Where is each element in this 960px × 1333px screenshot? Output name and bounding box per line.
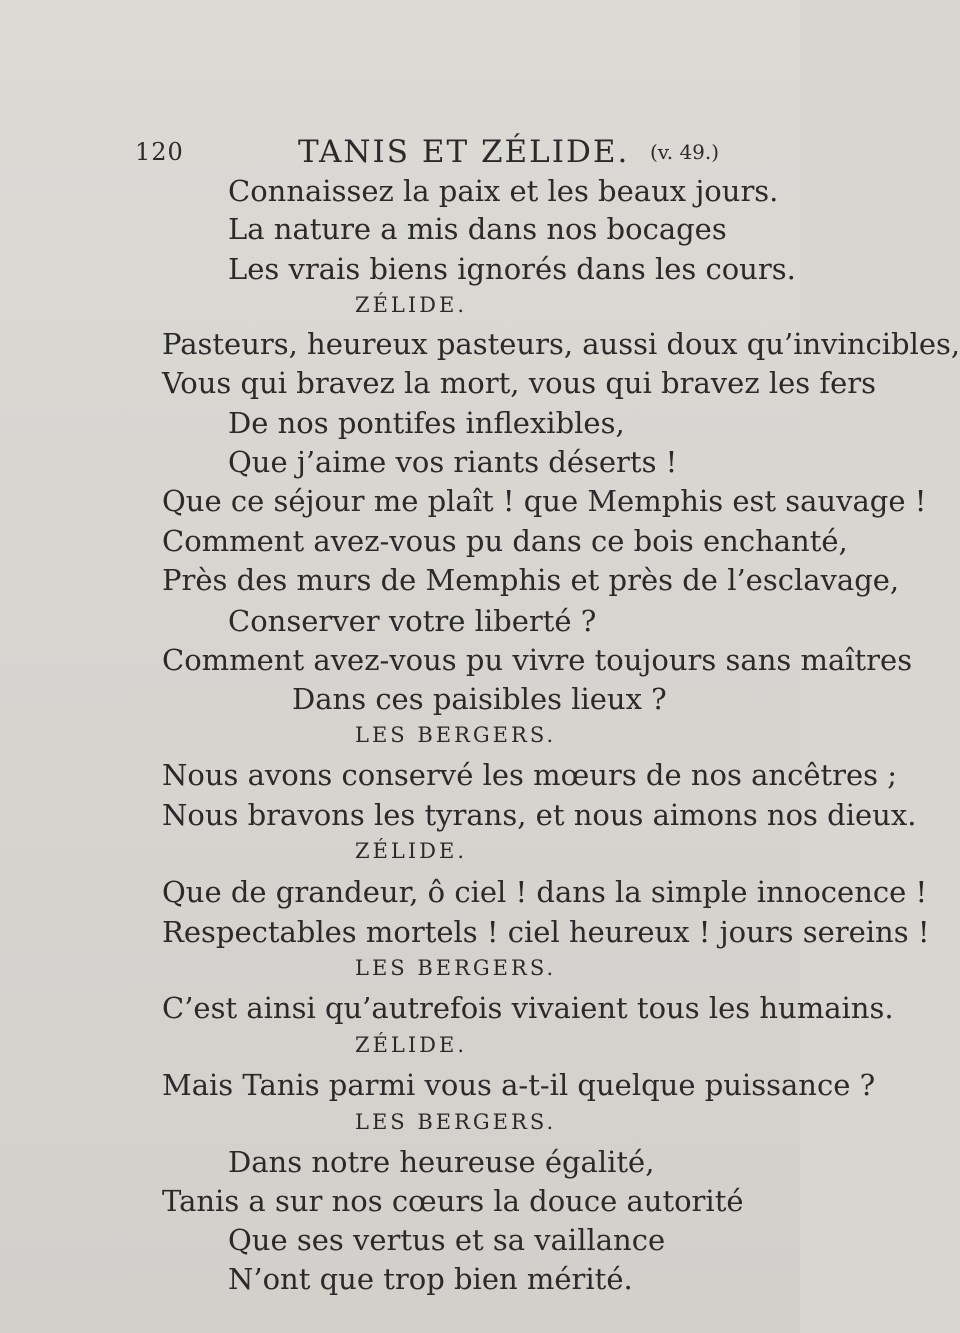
speaker-name: ZÉLIDE. <box>355 839 468 864</box>
running-title: TANIS ET ZÉLIDE. <box>298 134 630 170</box>
speaker-name: ZÉLIDE. <box>355 1032 468 1057</box>
verse-line: Connaissez la paix et les beaux jours. <box>228 174 779 208</box>
verse-line: Mais Tanis parmi vous a-t-il quelque puissance ? <box>162 1067 876 1102</box>
verse-line: Que ce séjour me plaît ! que Memphis est sauvage ! <box>162 484 927 519</box>
verse-line: Respectables mortels ! ciel heureux ! jours sereins ! <box>162 914 930 949</box>
verse-line: Nous avons conservé les mœurs de nos ancêtres ; <box>162 758 898 793</box>
speaker-name: LES BERGERS. <box>355 723 557 748</box>
verse-line: Près des murs de Memphis et près de l’esclavage, <box>162 563 900 598</box>
verse-line: La nature a mis dans nos bocages <box>228 212 727 247</box>
verse-line: Comment avez-vous pu dans ce bois enchanté, <box>162 524 848 559</box>
speaker-name: ZÉLIDE. <box>355 293 468 318</box>
verse-line: Pasteurs, heureux pasteurs, aussi doux qu’invincibles, <box>162 327 960 362</box>
page-header <box>0 134 800 174</box>
verse-line: Conserver votre liberté ? <box>228 604 597 639</box>
verse-line: Tanis a sur nos cœurs la douce autorité <box>162 1183 744 1218</box>
verse-line: De nos pontifes inflexibles, <box>228 406 625 441</box>
verse-line: Nous bravons les tyrans, et nous aimons nos dieux. <box>162 798 917 833</box>
page-number: 120 <box>135 138 184 166</box>
speaker-name: LES BERGERS. <box>355 1109 557 1134</box>
verse-reference: (v. 49.) <box>650 140 720 164</box>
verse-line: Que j’aime vos riants déserts ! <box>228 445 678 480</box>
verse-line: C’est ainsi qu’autrefois vivaient tous les humains. <box>162 990 894 1025</box>
speaker-name: LES BERGERS. <box>355 955 557 980</box>
verse-line: Que ses vertus et sa vaillance <box>228 1222 666 1257</box>
verse-line: Vous qui bravez la mort, vous qui bravez les fers <box>162 366 876 401</box>
verse-line: Comment avez-vous pu vivre toujours sans maîtres <box>162 643 913 678</box>
verse-line: Que de grandeur, ô ciel ! dans la simple innocence ! <box>162 874 928 909</box>
verse-line: N’ont que trop bien mérité. <box>228 1262 633 1296</box>
verse-line: Dans notre heureuse égalité, <box>228 1144 655 1179</box>
verse-line: Les vrais biens ignorés dans les cours. <box>228 252 796 287</box>
verse-line: Dans ces paisibles lieux ? <box>292 682 667 717</box>
